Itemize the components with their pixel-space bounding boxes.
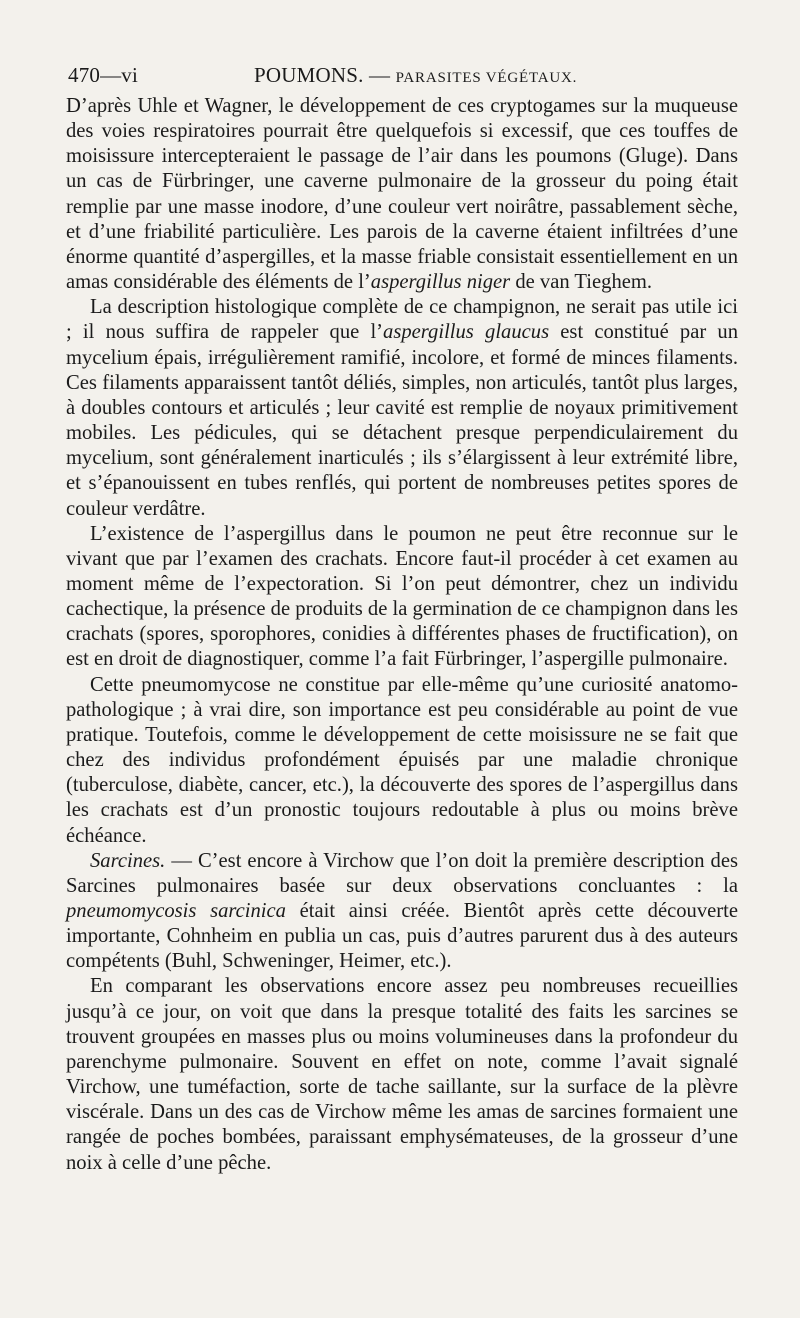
text-run: de van Tieghem. xyxy=(510,271,653,294)
running-title-main: POUMONS. xyxy=(254,63,364,87)
running-header xyxy=(68,60,736,90)
text-run: était ainsi créée. Bientôt après cette découverte importante, Cohnheim en publia un cas, puis d’autres parurent dus à des auteurs compétents (Buhl, Schweninger, Heimer, etc.). xyxy=(66,900,738,973)
paragraph-5 xyxy=(66,849,738,975)
running-title-dash: — xyxy=(369,63,391,87)
text-run: Cette pneumomycose ne constitue par elle-même qu’une curiosité anatomo-pathologique ; à vrai dire, son importance est peu considérable au point de vue pratique. Toutefois, comme le développement de cette moisissure ne se fait que chez des individus profondément épuisés par une maladie chronique (tuberculose, diabète, cancer, etc.), la découverte des spores de l’aspergillus dans les crachats est d’un pronostic toujours redoutable à plus ou moins brève échéance. xyxy=(66,673,738,847)
paragraph-6 xyxy=(66,974,738,1175)
paragraph-4 xyxy=(66,673,738,849)
italic-text: pneumomycosis sarcinica xyxy=(66,900,286,922)
text-run: En comparant les observations encore assez peu nombreuses recueillies jusqu’à ce jour, on voit que dans la presque totalité des faits les sarcines se trouvent groupées en masses plus ou moins volumineuses dans la profondeur du parenchyme pulmonaire. Souvent en effet on note, comme l’avait signalé Virchow, une tuméfaction, sorte de tache saillante, sur la surface de la plèvre viscérale. Dans un des cas de Virchow même les amas de sarcines formaient une rangée de poches bombées, paraissant emphysémateuses, de la grosseur d’une noix à celle d’une pêche. xyxy=(66,975,738,1174)
italic-text: Sarcines. xyxy=(90,849,166,872)
paragraph-2 xyxy=(66,295,738,521)
paragraph-1 xyxy=(66,94,738,295)
italic-text: aspergillus glaucus xyxy=(383,321,550,344)
text-run: La description histologique complète de ce champignon, ne serait pas utile ici ; il nous suffira de rappeler que l’ xyxy=(66,296,738,344)
page-number: 470—vi xyxy=(68,63,139,87)
text-run: L’existence de l’aspergillus dans le poumon ne peut être reconnue sur le vivant que par l’examen des crachats. Encore faut-il procéder à cet examen au moment même de l’expectoration. Si l’on peut démontrer, chez un individu cachectique, la présence de produits de la germination de ce champignon dans les crachats (spores, sporophores, conidies à différentes phases de fructification), on est en droit de diagnostiquer, comme l’a fait Fürbringer, l’aspergille pulmonaire. xyxy=(66,522,738,671)
running-title xyxy=(254,60,577,93)
text-run: est constitué par un mycelium épais, irrégulièrement ramifié, incolore, et formé de minces filaments. Ces filaments apparaissent tantôt déliés, simples, non articulés, tantôt plus larges, à doubles contours et articulés ; leur cavité est remplie de noyaux primitivement mobiles. Les pédicules, qui se détachent presque perpendiculairement du mycelium, sont généralement inarticulés ; ils s’élargissent à leur extrémité libre, et s’épanouissent en tubes renflés, qui portent de nombreuses petites spores de couleur verdâtre. xyxy=(66,321,739,520)
paragraph-3 xyxy=(66,522,738,673)
text-run: D’après Uhle et Wagner, le développement de ces cryptogames sur la muqueuse des voies respiratoires pourrait être quelquefois si excessif, que ces touffes de moisissure intercepteraient le passage de l’air dans les poumons (Gluge). Dans un cas de Fürbringer, une caverne pulmonaire de la grosseur du poing était remplie par une masse inodore, d’une couleur vert noirâtre, passablement sèche, et d’une friabilité particulière. Les parois de la caverne étaient infiltrées d’une énorme quantité d’aspergilles, et la masse friable consistait essentiellement en un amas considérable des éléments de l’ xyxy=(66,95,738,294)
body-text xyxy=(66,94,738,1176)
running-title-sub: PARASITES VÉGÉTAUX. xyxy=(395,70,578,86)
text-run: — C’est encore à Virchow que l’on doit la première description des Sarcines pulmonaires basée sur deux observations concluantes : la xyxy=(66,849,738,897)
italic-text: aspergillus niger xyxy=(370,271,511,294)
